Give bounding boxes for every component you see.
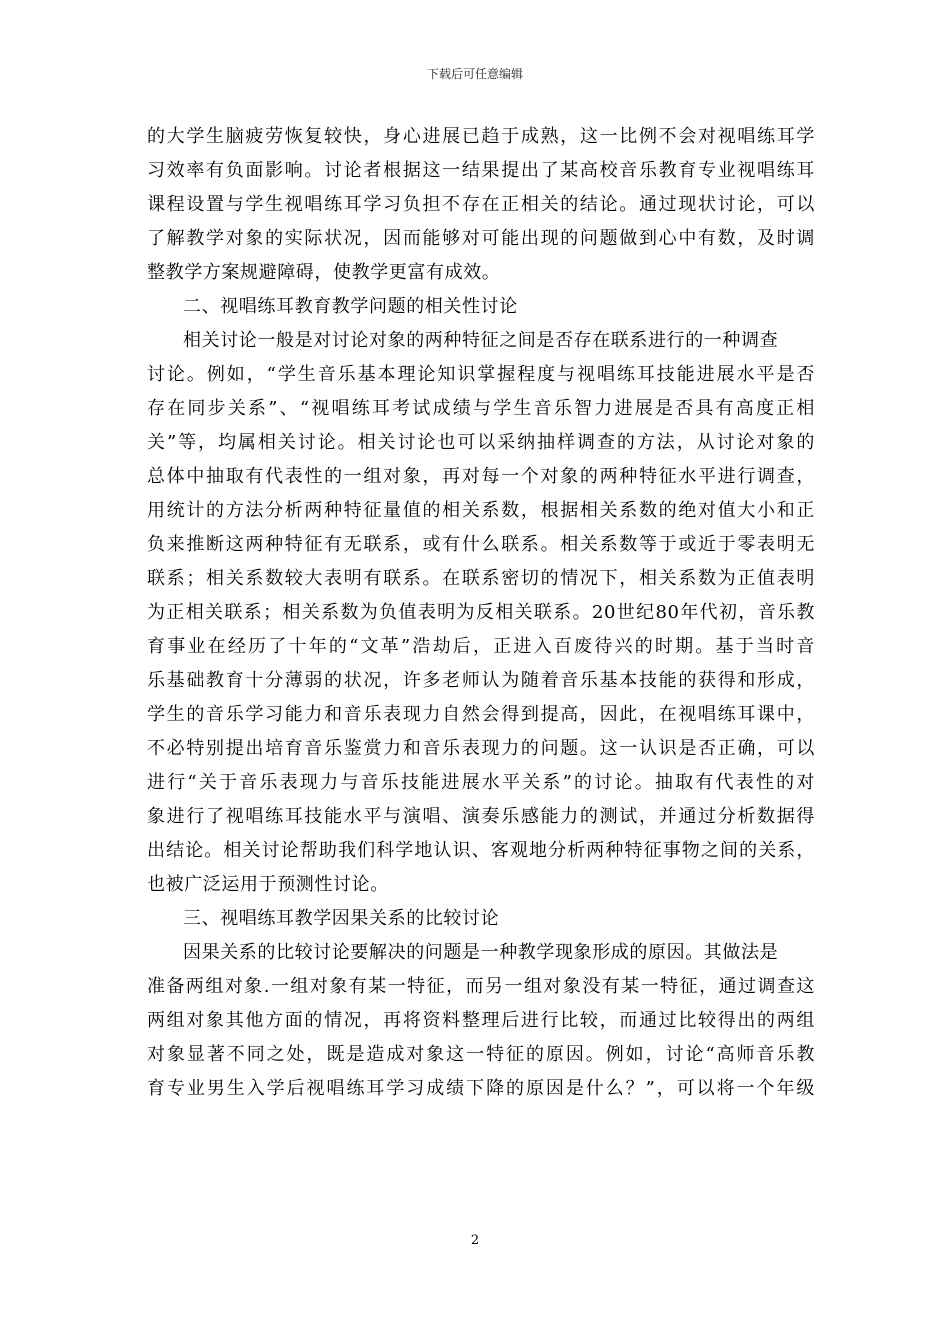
body-line: 学生的音乐学习能力和音乐表现力自然会得到提高，因此，在视唱练耳课中， xyxy=(147,704,815,725)
body-line: 象进行了视唱练耳技能水平与演唱、演奏乐感能力的测试，并通过分析数据得 xyxy=(147,806,815,827)
page-header: 下载后可任意编辑 xyxy=(426,67,523,81)
body-line: 不必特别提出培育音乐鉴赏力和音乐表现力的问题。这一认识是否正确，可以 xyxy=(147,738,815,759)
body-line: 准备两组对象.一组对象有某一特征，而另一组对象没有某一特征，通过调查这 xyxy=(147,976,815,997)
section-heading: 三、视唱练耳教学因果关系的比较讨论 xyxy=(183,908,500,929)
body-line: 两组对象其他方面的情况，再将资料整理后进行比较，而通过比较得出的两组 xyxy=(147,1010,815,1031)
body-line: 也被广泛运用于预测性讨论。 xyxy=(147,874,389,895)
body-line: 进行“关于音乐表现力与音乐技能进展水平关系”的讨论。抽取有代表性的对 xyxy=(147,772,815,793)
body-line: 出结论。相关讨论帮助我们科学地认识、客观地分析两种特征事物之间的关系， xyxy=(147,840,815,861)
body-line: 联系；相关系数较大表明有联系。在联系密切的情况下，相关系数为正值表明 xyxy=(147,568,815,589)
body-line: 相关讨论一般是对讨论对象的两种特征之间是否存在联系进行的一种调查 xyxy=(183,330,779,351)
body-line: 乐基础教育十分薄弱的状况，许多老师认为随着音乐基本技能的获得和形成， xyxy=(147,670,815,691)
body-line: 习效率有负面影响。讨论者根据这一结果提出了某高校音乐教育专业视唱练耳 xyxy=(147,160,815,181)
body-line: 对象显著不同之处，既是造成对象这一特征的原因。例如，讨论“高师音乐教 xyxy=(147,1044,815,1065)
body-line: 用统计的方法分析两种特征量值的相关系数，根据相关系数的绝对值大小和正 xyxy=(147,500,815,521)
body-line: 育事业在经历了十年的“文革”浩劫后，正进入百废待兴的时期。基于当时音 xyxy=(147,636,815,657)
page-number: 2 xyxy=(470,1233,480,1248)
body-line: 因果关系的比较讨论要解决的问题是一种教学现象形成的原因。其做法是 xyxy=(183,942,779,963)
body-line: 整教学方案规避障碍，使教学更富有成效。 xyxy=(147,262,501,283)
body-line: 负来推断这两种特征有无联系，或有什么联系。相关系数等于或近于零表明无 xyxy=(147,534,815,555)
body-line: 存在同步关系”、“视唱练耳考试成绩与学生音乐智力进展是否具有高度正相 xyxy=(147,398,815,419)
body-line: 育专业男生入学后视唱练耳学习成绩下降的原因是什么？”，可以将一个年级 xyxy=(147,1078,815,1099)
body-line: 为正相关联系；相关系数为负值表明为反相关联系。20世纪80年代初，音乐教 xyxy=(147,602,815,623)
body-line: 总体中抽取有代表性的一组对象，再对每一个对象的两种特征水平进行调查， xyxy=(147,466,815,487)
section-heading: 二、视唱练耳教育教学问题的相关性讨论 xyxy=(183,296,518,317)
body-line: 关”等，均属相关讨论。相关讨论也可以采纳抽样调查的方法，从讨论对象的 xyxy=(147,432,815,453)
body-line: 课程设置与学生视唱练耳学习负担不存在正相关的结论。通过现状讨论，可以 xyxy=(147,194,815,215)
body-line: 的大学生脑疲劳恢复较快，身心进展已趋于成熟，这一比例不会对视唱练耳学 xyxy=(147,126,815,147)
body-line: 讨论。例如，“学生音乐基本理论知识掌握程度与视唱练耳技能进展水平是否 xyxy=(147,364,815,385)
body-line: 了解教学对象的实际状况，因而能够对可能出现的问题做到心中有数，及时调 xyxy=(147,228,815,249)
document-body xyxy=(147,120,815,1106)
